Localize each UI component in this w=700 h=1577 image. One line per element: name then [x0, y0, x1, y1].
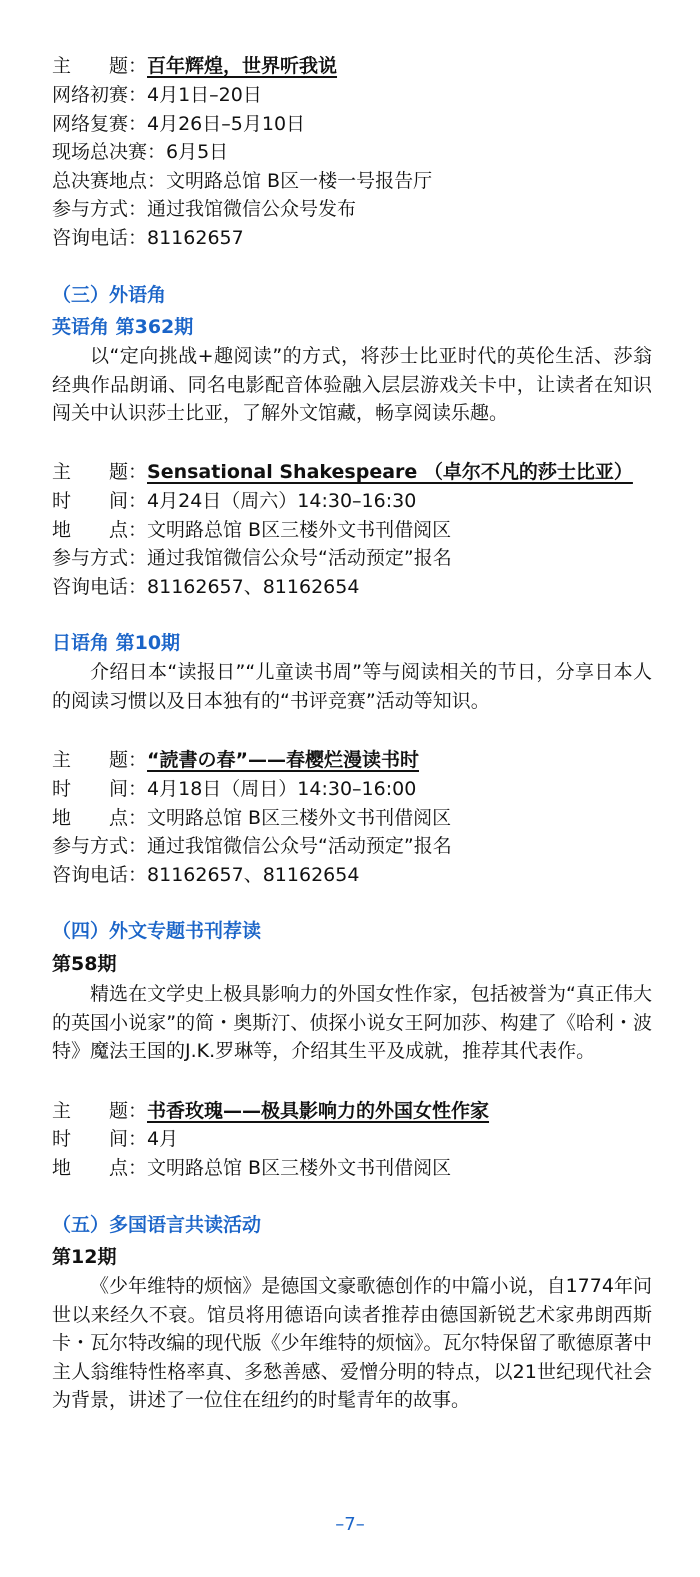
sec4-time-row — [52, 1125, 178, 1154]
section-5-desc: 《少年维特的烦恼》是德国文豪歌德创作的中篇小说，自1774年问世以来经久不衰。馆员将用德语向读者推荐由德国新锐艺术家弗朗西斯卡・瓦尔特改编的现代版《少年维特的烦恼》。瓦尔特保留了歌德原著中主人翁维特性格率真、多愁善感、爱憎分明的特点，以21世纪现代社会为背景，讲述了一位住在纽约的时髦青年的故事。 — [52, 1275, 652, 1411]
contest-venue: 总决赛地点：文明路总馆 B区一楼一号报告厅 — [52, 170, 433, 192]
section-4-desc: 精选在文学史上极具影响力的外国女性作家，包括被誉为“真正伟大的英国小说家”的简・奥斯汀、侦探小说女王阿加莎、构建了《哈利・波特》魔法王国的J.K.罗琳等，介绍其生平及成就，推荐其代表作。 — [52, 983, 652, 1062]
contest-prelim: 网络初赛：4月1日–20日 — [52, 84, 262, 106]
japanese-time-label: 时 间： — [52, 778, 148, 800]
section-3-heading: （三）外语角 — [52, 284, 167, 306]
page-number: –7– — [335, 1514, 365, 1535]
sec4-place-row — [52, 1154, 451, 1183]
contest-rematch: 网络复赛：4月26日–5月10日 — [52, 113, 306, 135]
sec4-theme: 书香玫瑰——极具影响力的外国女性作家 — [147, 1100, 490, 1122]
english-phone: 81162657、81162654 — [147, 576, 360, 598]
japanese-method-label: 参与方式： — [52, 835, 148, 857]
english-theme-row — [52, 458, 633, 487]
japanese-theme: “読書の春”——春樱烂漫读书时 — [147, 749, 419, 771]
english-time: 4月24日（周六）14:30–16:30 — [147, 490, 417, 512]
english-phone-label: 咨询电话： — [52, 576, 148, 598]
sec4-place-label: 地 点： — [52, 1157, 148, 1179]
contest-final: 现场总决赛：6月5日 — [52, 141, 229, 163]
contest-theme-label: 主 题： — [52, 55, 148, 77]
sec4-theme-row — [52, 1097, 489, 1126]
japanese-phone: 81162657、81162654 — [147, 864, 360, 886]
contest-theme: 百年辉煌，世界听我说 — [147, 55, 338, 77]
english-place-row — [52, 516, 451, 545]
english-place-label: 地 点： — [52, 519, 148, 541]
english-method: 通过我馆微信公众号“活动预定”报名 — [147, 547, 452, 569]
japanese-method: 通过我馆微信公众号“活动预定”报名 — [147, 835, 452, 857]
section-4-issue: 第58期 — [52, 953, 117, 975]
english-method-row — [52, 544, 452, 573]
sec4-place: 文明路总馆 B区三楼外文书刊借阅区 — [147, 1157, 452, 1179]
japanese-corner-title: 日语角 第10期 — [52, 632, 181, 654]
sec4-theme-label: 主 题： — [52, 1100, 148, 1122]
japanese-phone-row — [52, 861, 359, 890]
japanese-place-label: 地 点： — [52, 807, 148, 829]
section-5-heading: （五）多国语言共读活动 — [52, 1214, 262, 1236]
japanese-place-row — [52, 804, 451, 833]
japanese-method-row — [52, 832, 452, 861]
japanese-phone-label: 咨询电话： — [52, 864, 148, 886]
english-theme-label: 主 题： — [52, 461, 148, 483]
sec4-time: 4月 — [147, 1128, 179, 1150]
sec4-time-label: 时 间： — [52, 1128, 148, 1150]
japanese-time: 4月18日（周日）14:30–16:00 — [147, 778, 417, 800]
english-time-row — [52, 487, 416, 516]
japanese-corner-desc: 介绍日本“读报日”“儿童读书周”等与阅读相关的节日，分享日本人的阅读习惯以及日本独有的“书评竞赛”活动等知识。 — [52, 661, 652, 712]
english-corner-title: 英语角 第362期 — [52, 316, 194, 338]
english-theme: Sensational Shakespeare （卓尔不凡的莎士比亚） — [147, 461, 633, 483]
japanese-theme-label: 主 题： — [52, 749, 148, 771]
japanese-place: 文明路总馆 B区三楼外文书刊借阅区 — [147, 807, 452, 829]
english-phone-row — [52, 573, 359, 602]
section-4-heading: （四）外文专题书刊荐读 — [52, 920, 262, 942]
japanese-theme-row — [52, 746, 419, 775]
english-corner-desc: 以“定向挑战+趣阅读”的方式，将莎士比亚时代的英伦生活、莎翁经典作品朗诵、同名电影配音体验融入层层游戏关卡中，让读者在知识闯关中认识莎士比亚，了解外文馆藏，畅享阅读乐趣。 — [52, 345, 652, 424]
section-5-issue: 第12期 — [52, 1246, 117, 1268]
contest-phone: 咨询电话：81162657 — [52, 227, 244, 249]
english-time-label: 时 间： — [52, 490, 148, 512]
contest-theme-row — [52, 52, 337, 81]
english-method-label: 参与方式： — [52, 547, 148, 569]
japanese-time-row — [52, 775, 416, 804]
contest-method: 参与方式：通过我馆微信公众号发布 — [52, 198, 357, 220]
english-place: 文明路总馆 B区三楼外文书刊借阅区 — [147, 519, 452, 541]
